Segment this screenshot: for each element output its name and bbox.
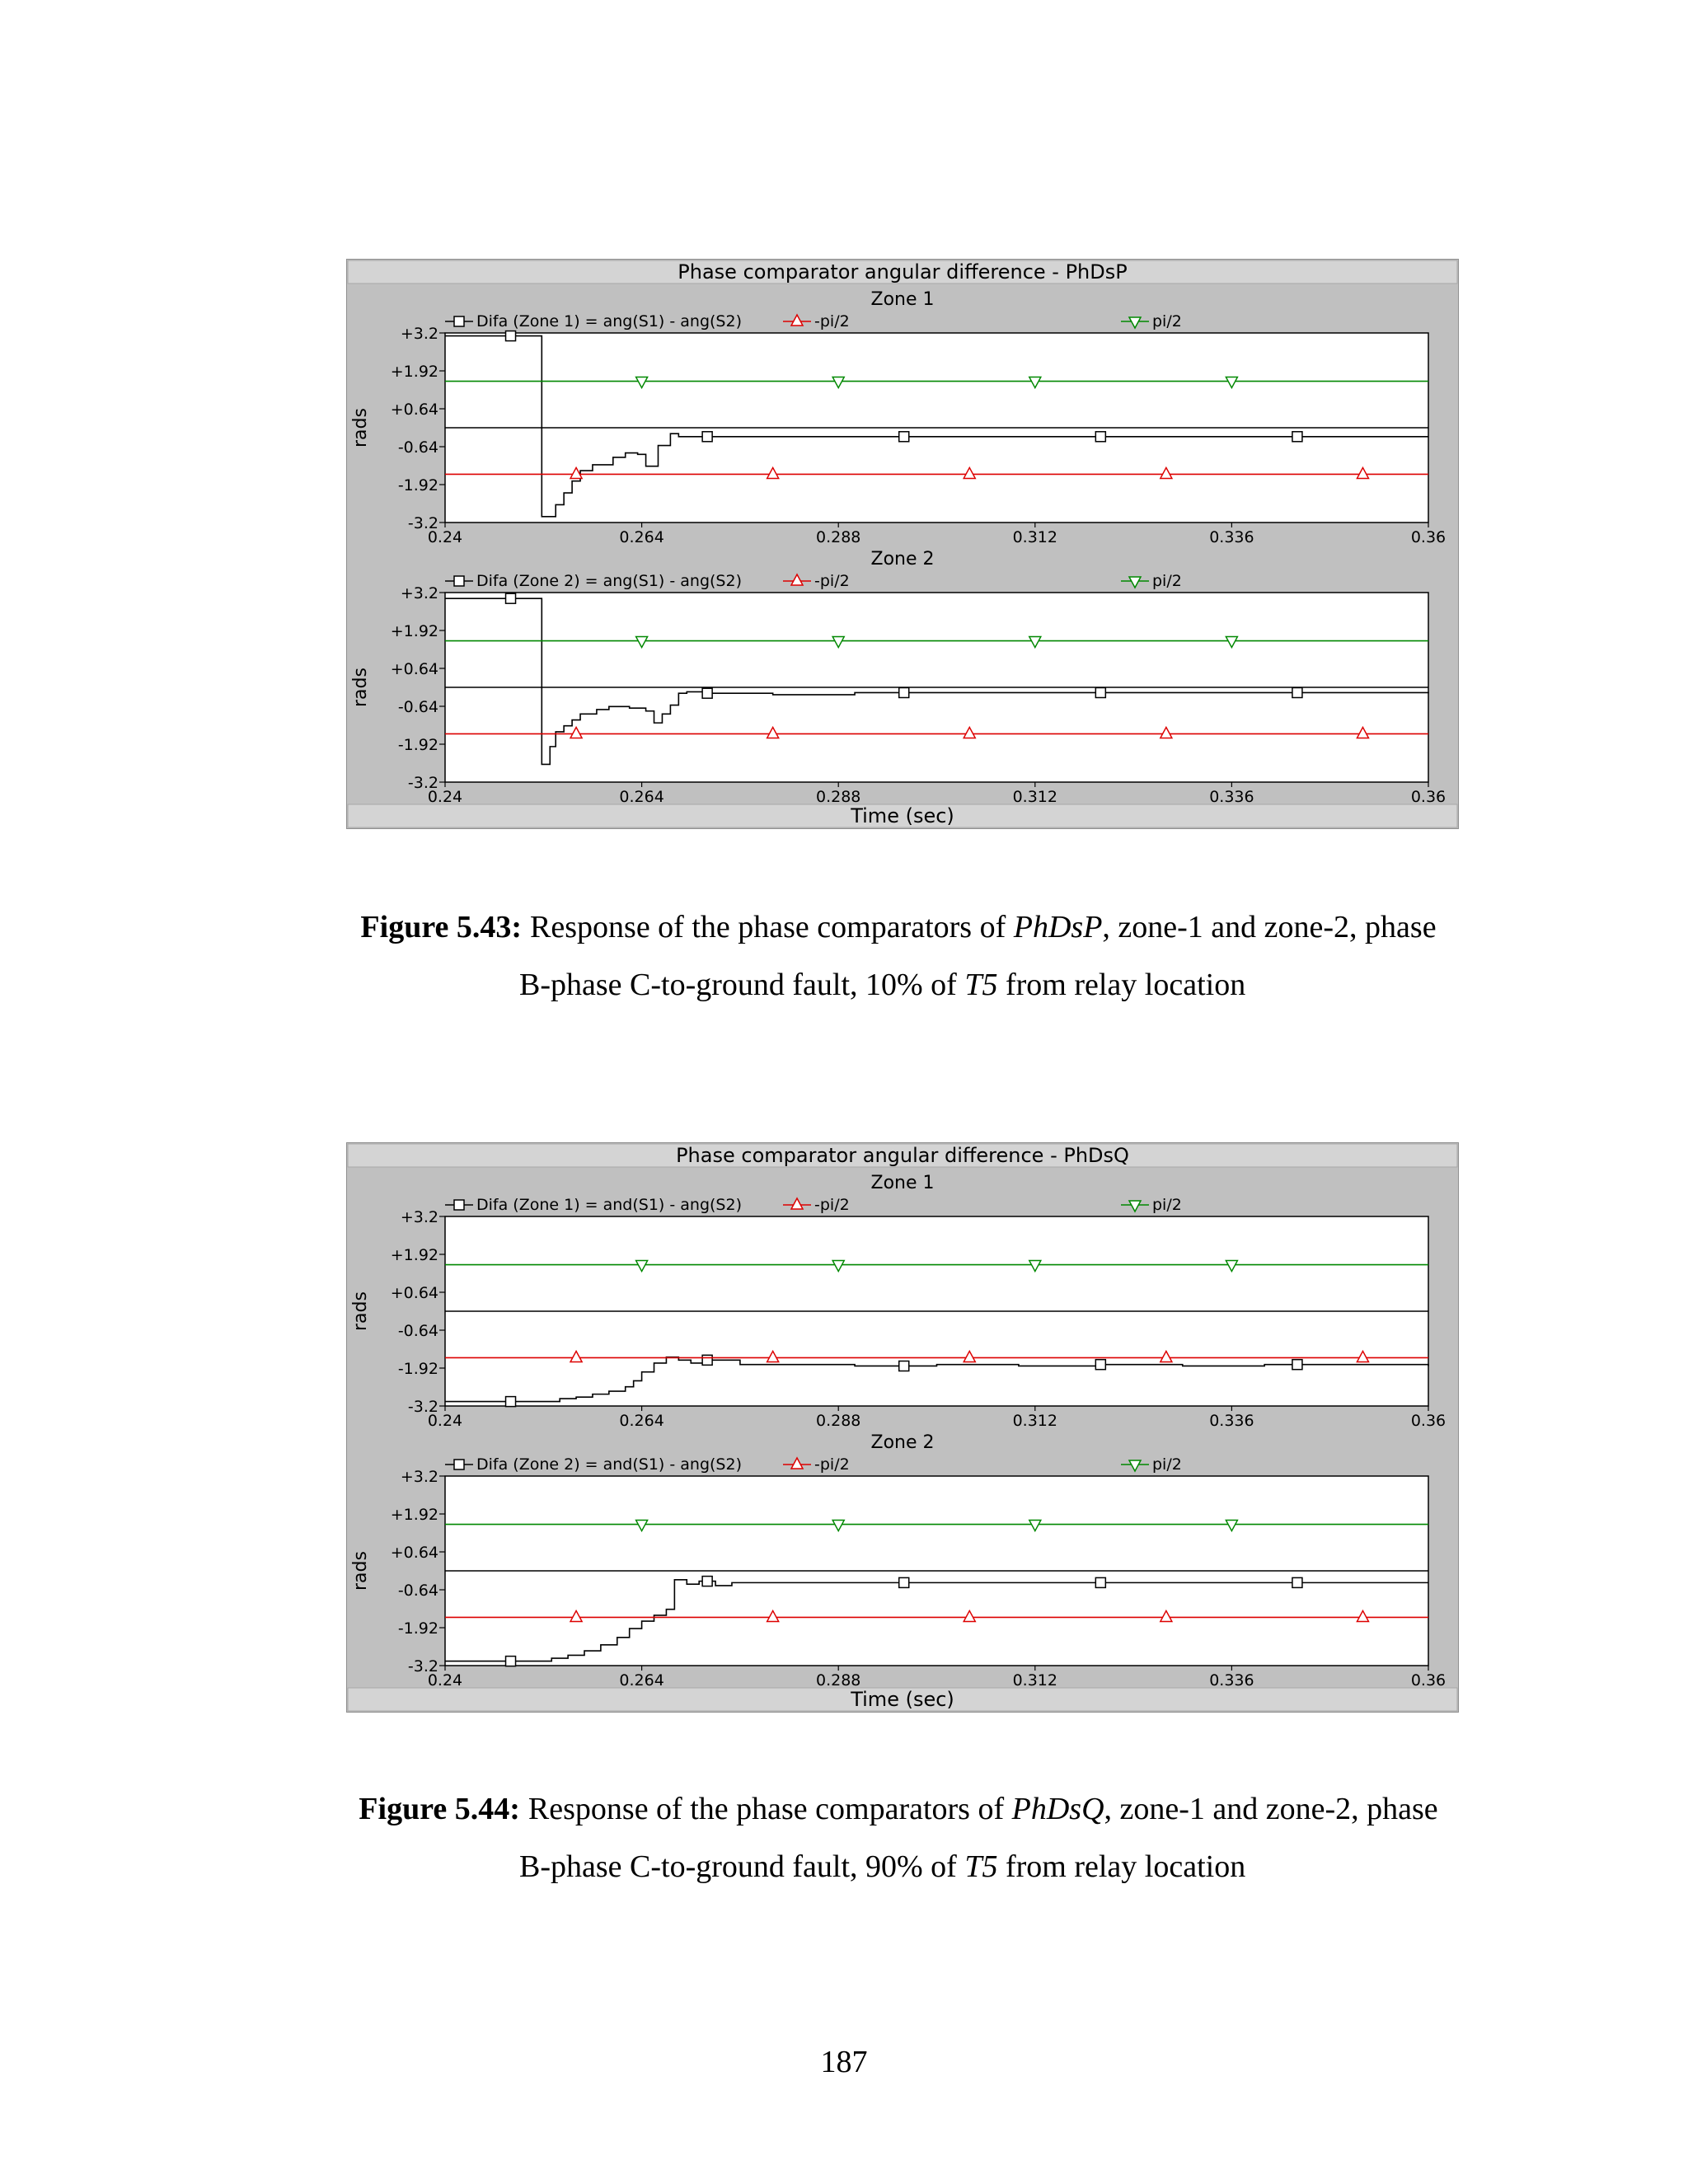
x-tick-label: 0.264 [619, 1671, 664, 1690]
data-point-marker [1292, 687, 1302, 697]
legend-marker [454, 576, 464, 586]
legend-marker [454, 1460, 464, 1469]
caption-text: B-phase C-to-ground fault, 10% of [519, 968, 965, 1002]
legend-label: pi/2 [1152, 572, 1182, 590]
figure-5-43-caption [313, 898, 1484, 1014]
x-tick-label: 0.36 [1410, 788, 1447, 806]
y-axis-label: rads [350, 1291, 371, 1331]
x-axis-label: Time (sec) [851, 1688, 954, 1711]
legend-label: pi/2 [1152, 1196, 1182, 1214]
x-tick-label: 0.36 [1410, 1671, 1447, 1690]
y-tick-label: +0.64 [390, 401, 438, 419]
figure-header: Phase comparator angular difference - PhDsP [678, 260, 1128, 284]
y-tick-label: -3.2 [407, 1398, 438, 1416]
x-tick-label: 0.336 [1209, 1671, 1254, 1690]
data-point-marker [1095, 432, 1105, 442]
x-tick-label: 0.336 [1209, 788, 1254, 806]
x-tick-label: 0.24 [427, 528, 463, 546]
legend-label: -pi/2 [814, 312, 850, 330]
y-tick-label: -0.64 [397, 1582, 438, 1600]
data-point-marker [702, 1577, 712, 1586]
legend-marker [454, 1200, 464, 1210]
data-point-marker [506, 331, 516, 341]
y-tick-label: +3.2 [400, 1468, 438, 1486]
y-tick-label: +1.92 [390, 363, 438, 381]
data-point-marker [702, 432, 712, 442]
caption-line-1 [313, 1780, 1484, 1838]
data-point-marker [1292, 432, 1302, 442]
x-tick-label: 0.312 [1012, 528, 1058, 546]
y-tick-label: -3.2 [407, 774, 438, 792]
y-tick-label: +1.92 [390, 1506, 438, 1524]
x-tick-label: 0.36 [1410, 528, 1447, 546]
y-tick-label: -1.92 [397, 736, 438, 754]
y-tick-label: -0.64 [397, 1322, 438, 1340]
x-axis-label: Time (sec) [851, 804, 954, 827]
y-tick-label: -1.92 [397, 1360, 438, 1378]
figure-5-43-panel [346, 259, 1459, 829]
panel-title: Zone 1 [870, 289, 935, 310]
x-tick-label: 0.336 [1209, 1412, 1254, 1430]
y-tick-label: -1.92 [397, 1619, 438, 1638]
x-tick-label: 0.336 [1209, 528, 1254, 546]
x-tick-label: 0.24 [427, 788, 463, 806]
figure-5-44-chart [346, 1142, 1459, 1713]
figure-5-43-chart [346, 259, 1459, 829]
caption-text: Response of the phase comparators of [528, 1792, 1012, 1826]
legend-label: Difa (Zone 1) = and(S1) - ang(S2) [476, 1196, 742, 1214]
legend-label: -pi/2 [814, 572, 850, 590]
y-tick-label: -3.2 [407, 514, 438, 532]
x-tick-label: 0.264 [619, 788, 664, 806]
figure-5-44-panel [346, 1142, 1459, 1713]
panel-title: Zone 2 [870, 549, 935, 569]
caption-line-2 [313, 956, 1484, 1014]
panel-title: Zone 1 [870, 1173, 935, 1193]
caption-text: from relay location [997, 968, 1246, 1002]
data-point-marker [702, 688, 712, 698]
y-tick-label: +3.2 [400, 1208, 438, 1226]
caption-text: , zone-1 and zone-2, phase [1104, 1792, 1438, 1826]
figure-5-44-caption [313, 1780, 1484, 1896]
y-tick-label: +1.92 [390, 622, 438, 640]
data-point-marker [702, 1355, 712, 1365]
x-tick-label: 0.288 [815, 788, 861, 806]
legend-label: -pi/2 [814, 1196, 850, 1214]
page-number: 187 [820, 2045, 868, 2079]
caption-text: , zone-1 and zone-2, phase [1102, 910, 1437, 944]
x-tick-label: 0.264 [619, 528, 664, 546]
caption-text: Response of the phase comparators of [530, 910, 1014, 944]
caption-italic: PhDsQ [1011, 1792, 1104, 1826]
caption-line-2 [313, 1838, 1484, 1896]
x-tick-label: 0.24 [427, 1671, 463, 1690]
x-tick-label: 0.24 [427, 1412, 463, 1430]
figure-header: Phase comparator angular difference - PhDsQ [676, 1144, 1129, 1167]
data-point-marker [506, 593, 516, 603]
y-axis-label: rads [350, 1551, 371, 1591]
x-tick-label: 0.312 [1012, 1412, 1058, 1430]
y-tick-label: -0.64 [397, 438, 438, 457]
y-axis-label: rads [350, 668, 371, 707]
data-point-marker [506, 1397, 516, 1407]
data-point-marker [899, 432, 909, 442]
x-tick-label: 0.288 [815, 1412, 861, 1430]
data-point-marker [506, 1657, 516, 1666]
caption-italic: PhDsP [1013, 910, 1103, 944]
data-point-marker [1095, 687, 1105, 697]
figure-number: Figure 5.44: [359, 1792, 520, 1826]
y-tick-label: +0.64 [390, 1284, 438, 1302]
caption-line-1 [313, 898, 1484, 956]
y-tick-label: +3.2 [400, 325, 438, 343]
y-tick-label: -3.2 [407, 1657, 438, 1675]
data-point-marker [899, 1577, 909, 1587]
y-tick-label: +0.64 [390, 660, 438, 678]
x-tick-label: 0.288 [815, 528, 861, 546]
y-tick-label: +0.64 [390, 1544, 438, 1562]
legend-label: Difa (Zone 1) = ang(S1) - ang(S2) [476, 312, 742, 330]
legend-marker [454, 316, 464, 326]
y-axis-label: rads [350, 408, 371, 448]
x-tick-label: 0.288 [815, 1671, 861, 1690]
y-tick-label: +3.2 [400, 584, 438, 602]
y-tick-label: -1.92 [397, 476, 438, 494]
x-tick-label: 0.312 [1012, 1671, 1058, 1690]
data-point-marker [1292, 1360, 1302, 1370]
y-tick-label: +1.92 [390, 1246, 438, 1264]
data-point-marker [899, 687, 909, 697]
caption-italic: T5 [964, 968, 998, 1002]
figure-number: Figure 5.43: [360, 910, 523, 944]
legend-label: pi/2 [1152, 1455, 1182, 1474]
legend-label: -pi/2 [814, 1455, 850, 1474]
legend-label: Difa (Zone 2) = and(S1) - ang(S2) [476, 1455, 742, 1474]
x-tick-label: 0.312 [1012, 788, 1058, 806]
caption-text: B-phase C-to-ground fault, 90% of [519, 1849, 965, 1884]
x-tick-label: 0.36 [1410, 1412, 1447, 1430]
data-point-marker [1292, 1577, 1302, 1587]
data-point-marker [899, 1361, 909, 1371]
y-tick-label: -0.64 [397, 698, 438, 716]
caption-text: from relay location [997, 1849, 1246, 1884]
data-point-marker [1095, 1577, 1105, 1587]
legend-label: pi/2 [1152, 312, 1182, 330]
x-tick-label: 0.264 [619, 1412, 664, 1430]
data-point-marker [1095, 1360, 1105, 1370]
panel-title: Zone 2 [870, 1432, 935, 1453]
legend-label: Difa (Zone 2) = ang(S1) - ang(S2) [476, 572, 742, 590]
caption-italic: T5 [964, 1849, 998, 1884]
